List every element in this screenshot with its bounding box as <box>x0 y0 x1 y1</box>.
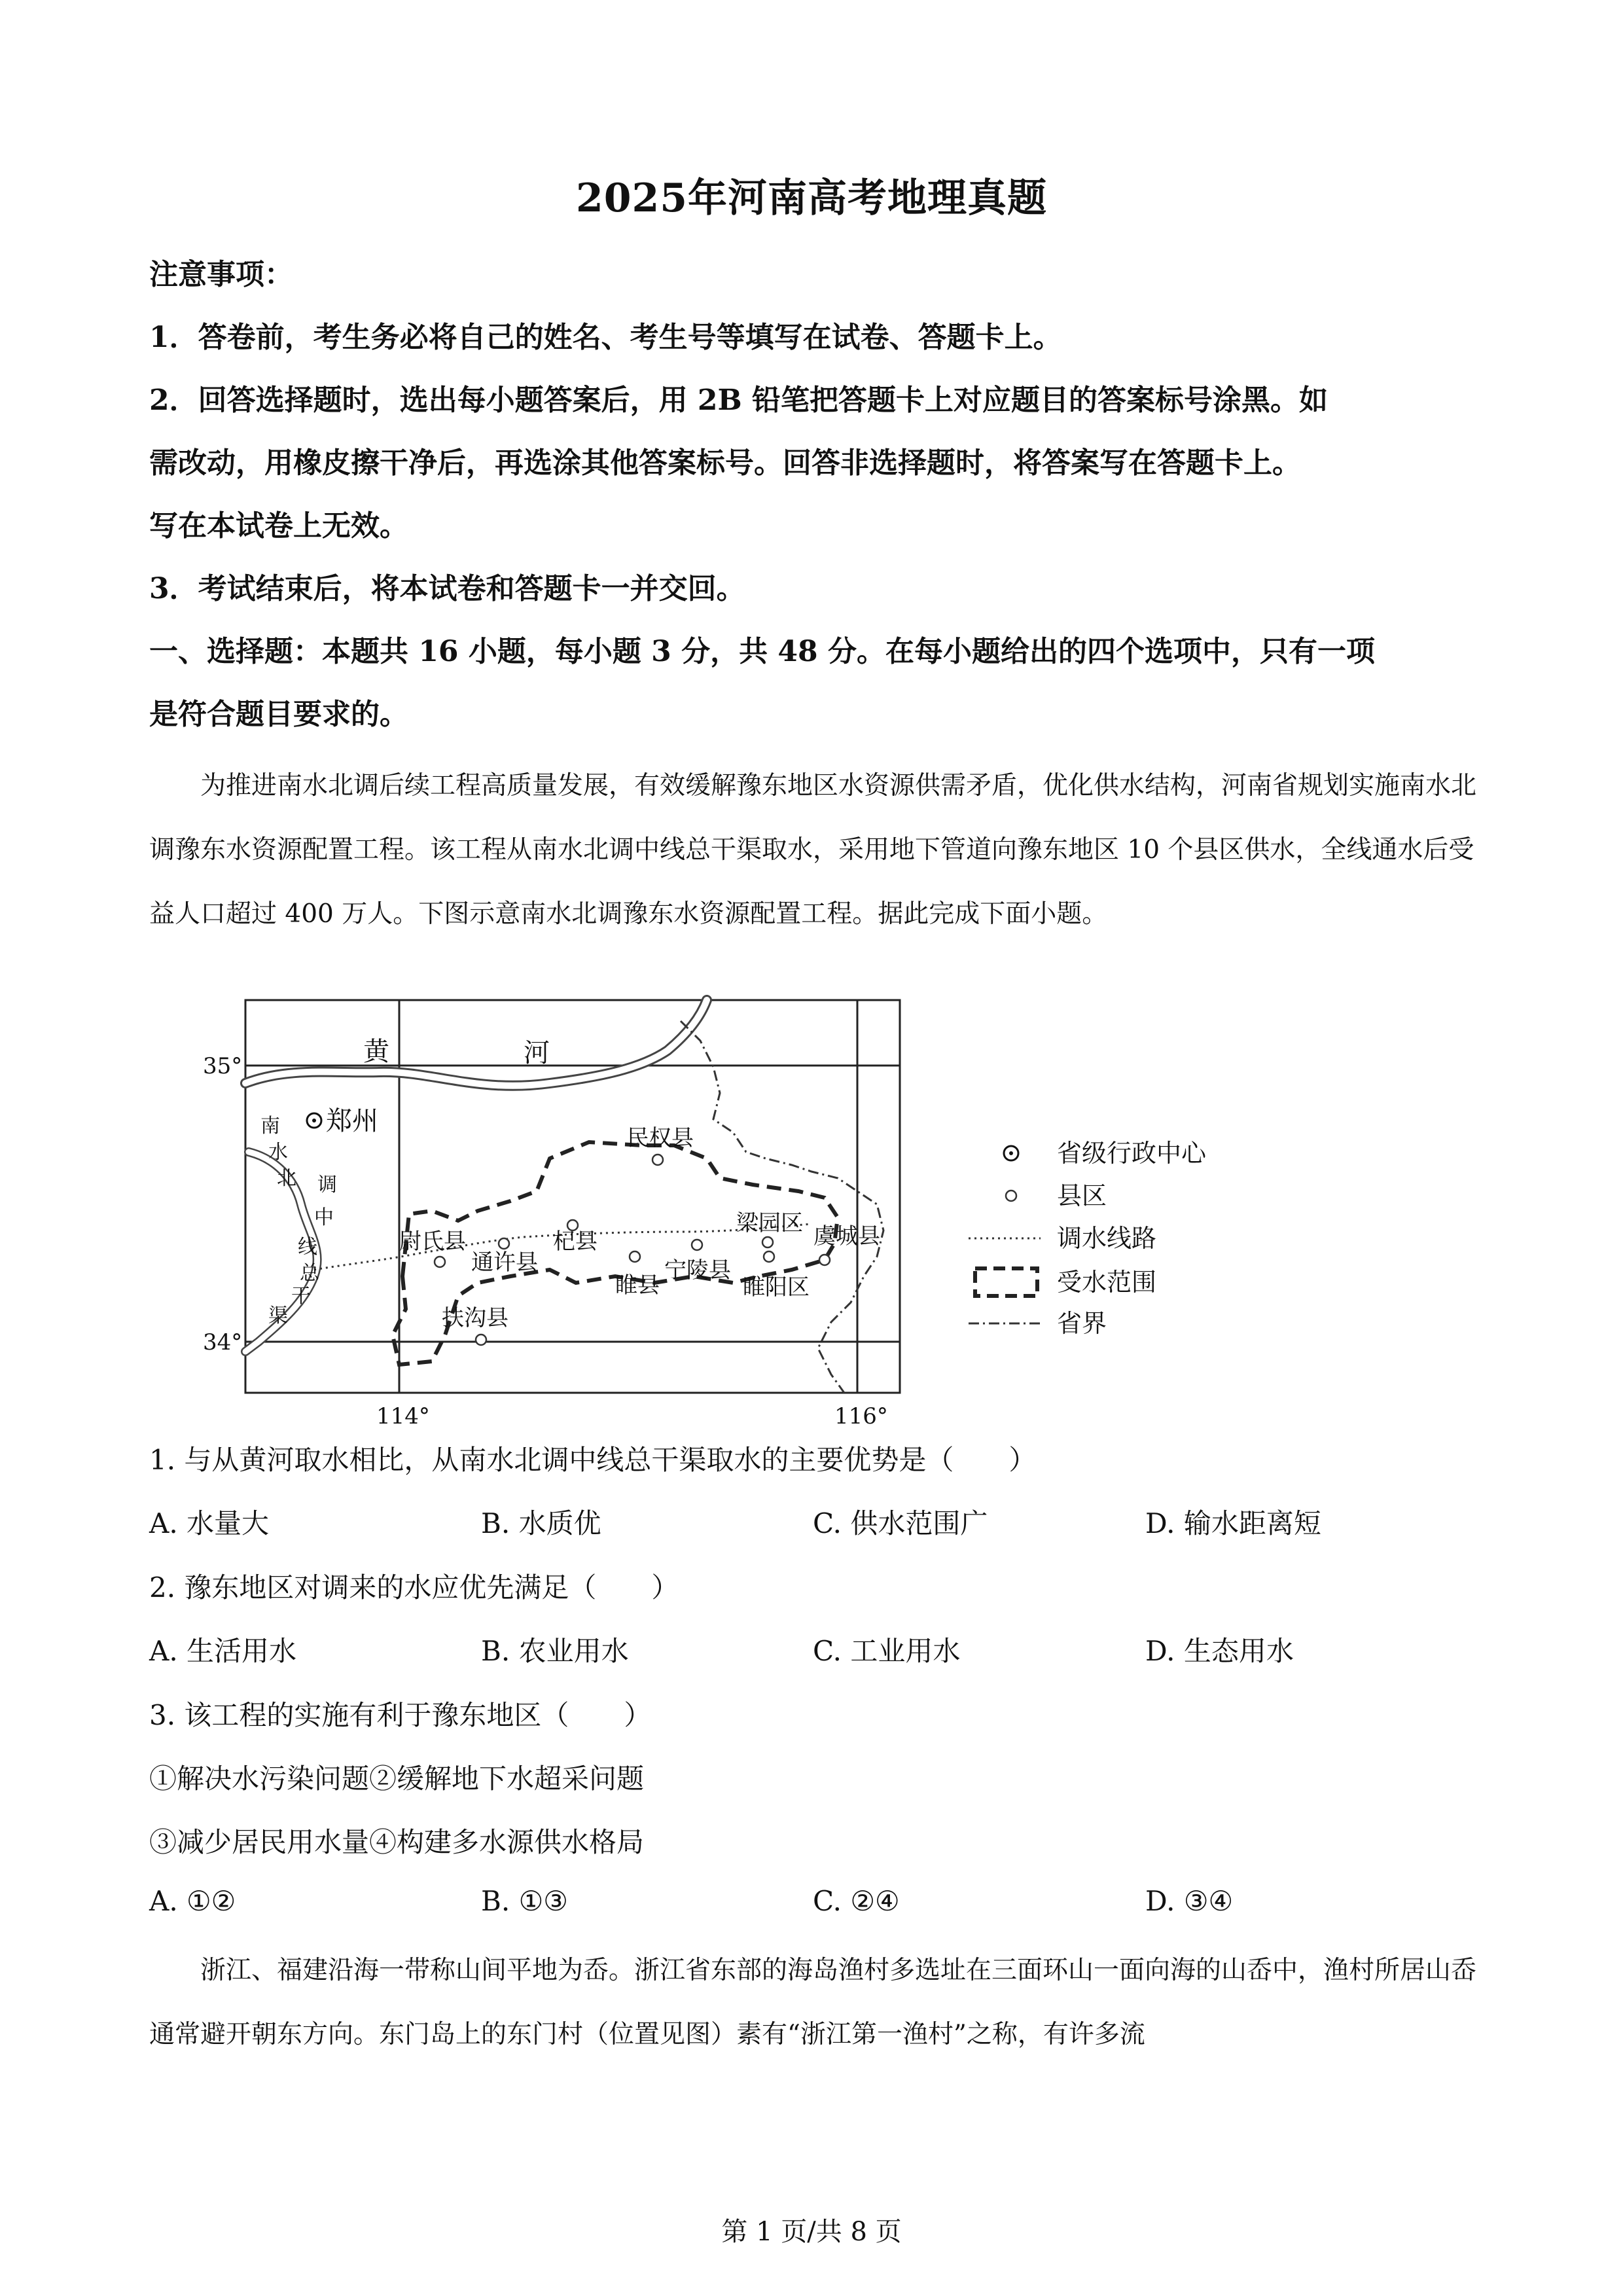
yellow-river-inner <box>245 1000 707 1086</box>
lat-label-35: 35° <box>203 1053 243 1079</box>
legend-capital-icon-dot <box>1009 1151 1013 1155</box>
county-label: 虞城县 <box>813 1223 880 1249</box>
question-2-option-b[interactable]: B. 农业用水 <box>481 1635 629 1667</box>
county-label: 睢县 <box>615 1272 660 1299</box>
question-2-stem: 2. 豫东地区对调来的水应优先满足（ ） <box>149 1571 679 1604</box>
canal-label: 总 <box>300 1262 319 1285</box>
notice-item: 2．回答选择题时，选出每小题答案后，用 2B 铅笔把答题卡上对应题目的答案标号涂黑。如 <box>149 384 1329 417</box>
notice-item: 3．考试结束后，将本试卷和答题卡一并交回。 <box>149 572 745 605</box>
county-label: 梁园区 <box>736 1210 803 1236</box>
county-label: 尉氏县 <box>399 1229 466 1255</box>
canal-label: 水 <box>268 1141 288 1164</box>
river-label: 黄 <box>363 1037 389 1067</box>
question-3-option-c[interactable]: C. ②④ <box>813 1885 900 1917</box>
lat-label-34: 34° <box>203 1329 243 1355</box>
county-marker <box>692 1240 702 1250</box>
passage-2: 浙江、福建沿海一带称山间平地为岙。浙江省东部的海岛渔村多选址在三面环山一面向海的山岙中，渔村所居山岙通常避开朝东方向。东门岛上的东门村（位置见图）素有“浙江第一渔村”之称，有许多流 <box>149 1956 1477 2049</box>
question-1-option-d[interactable]: D. 输水距离短 <box>1145 1507 1321 1539</box>
legend-county-icon <box>1006 1191 1016 1201</box>
notice-heading: 注意事项： <box>149 258 293 291</box>
section-heading: 一、选择题：本题共 16 小题，每小题 3 分，共 48 分。在每小题给出的四个选项中，只有一项 <box>149 635 1375 668</box>
canal-label: 中 <box>314 1206 334 1229</box>
notice-item: 写在本试卷上无效。 <box>149 509 408 543</box>
question-2-option-a[interactable]: A. 生活用水 <box>149 1635 297 1667</box>
county-label: 睢阳区 <box>743 1274 810 1300</box>
legend-area-label: 受水范围 <box>1057 1268 1157 1297</box>
passage-1: 为推进南水北调后续工程高质量发展，有效缓解豫东地区水资源供需矛盾，优化供水结构，河南省规划实施南水北调豫东水资源配置工程。该工程从南水北调中线总干渠取水，采用地下管道向豫东地区 10 个县区供水，全线通水后受益人口超过 400 万人。下图示意南水北调豫东水资源配置工程。据此完成下面小题。 <box>149 771 1477 929</box>
county-label: 杞县 <box>553 1229 597 1255</box>
county-marker <box>435 1257 445 1267</box>
notice-item: 1．答卷前，考生务必将自己的姓名、考生号等填写在试卷、答题卡上。 <box>149 321 1062 354</box>
capital-label: 郑州 <box>326 1106 378 1136</box>
lon-label-116: 116° <box>834 1403 888 1429</box>
legend-capital-label: 省级行政中心 <box>1057 1139 1207 1168</box>
provincial-border <box>681 1021 883 1393</box>
page-number: 第 1 页/共 8 页 <box>721 2217 902 2247</box>
river-label: 河 <box>524 1038 550 1068</box>
canal-label: 渠 <box>268 1304 288 1327</box>
county-marker <box>630 1251 640 1262</box>
canal-label: 调 <box>317 1174 337 1196</box>
question-1-option-b[interactable]: B. 水质优 <box>481 1507 601 1539</box>
question-1-option-a[interactable]: A. 水量大 <box>149 1507 270 1539</box>
question-3-option-d[interactable]: D. ③④ <box>1145 1885 1234 1917</box>
county-label: 民权县 <box>627 1125 694 1151</box>
page-title: 2025年河南高考地理真题 <box>576 175 1047 221</box>
question-1-stem: 1. 与从黄河取水相比，从南水北调中线总干渠取水的主要优势是（ ） <box>149 1444 1037 1476</box>
question-3-option-b[interactable]: B. ①③ <box>481 1885 568 1917</box>
county-marker <box>764 1251 774 1262</box>
question-3-option-a[interactable]: A. ①② <box>149 1885 236 1917</box>
notice-item: 需改动，用橡皮擦干净后，再选涂其他答案标号。回答非选择题时，将答案写在答题卡上。 <box>149 446 1301 480</box>
canal-label: 干 <box>291 1285 311 1308</box>
county-marker <box>499 1238 509 1249</box>
canal-label: 南 <box>260 1115 280 1138</box>
legend-county-label: 县区 <box>1057 1181 1107 1210</box>
legend-route-label: 调水线路 <box>1057 1224 1157 1253</box>
county-marker <box>476 1335 486 1345</box>
question-3-statements: ③减少居民用水量④构建多水源供水格局 <box>149 1826 645 1858</box>
map-frame <box>245 1000 900 1393</box>
lon-label-114: 114° <box>376 1403 430 1429</box>
capital-marker-dot <box>312 1119 316 1122</box>
question-2-option-d[interactable]: D. 生态用水 <box>1145 1635 1294 1667</box>
canal-label: 线 <box>298 1236 317 1259</box>
canal-label: 北 <box>277 1167 296 1190</box>
county-marker <box>762 1237 773 1247</box>
county-marker <box>819 1255 830 1265</box>
legend-area-icon <box>975 1268 1037 1296</box>
water-diversion-map <box>183 995 1296 1433</box>
county-label: 宁陵县 <box>664 1257 731 1283</box>
question-1-option-c[interactable]: C. 供水范围广 <box>813 1507 988 1539</box>
question-3-statements: ①解决水污染问题②缓解地下水超采问题 <box>149 1763 645 1795</box>
question-3-stem: 3. 该工程的实施有利于豫东地区（ ） <box>149 1699 652 1731</box>
question-2-option-c[interactable]: C. 工业用水 <box>813 1635 961 1667</box>
county-label: 通许县 <box>471 1249 538 1276</box>
county-label: 扶沟县 <box>442 1305 508 1331</box>
legend-border-label: 省界 <box>1057 1309 1107 1338</box>
section-heading-cont: 是符合题目要求的。 <box>149 698 408 731</box>
county-marker <box>652 1155 663 1165</box>
